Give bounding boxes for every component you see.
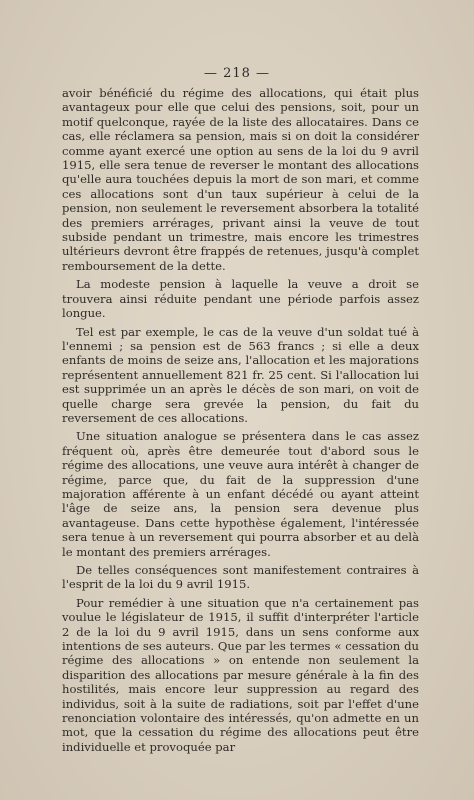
- page-number: — 218 —: [203, 66, 271, 81]
- paragraph-1: avoir bénéficié du régime des allocations, qui était plus avantageux pour elle que celui des pensions, soit, pour un motif quelconque, rayée de la liste des allocataires. Dans ce cas, elle réclamera sa pension, mais si on doit la considérer comme ayant exercé une option au sens de la loi du 9 avril 1915, elle sera tenue de reverser le montant des allocations qu'elle aura touchées depuis la mort de son mari, et comme ces allocations sont d'un taux supérieur à celui de la pension, non seulement le reversement absorbera la totalité des premiers arrérages, privant ainsi la veuve de tout subside pendant un trimestre, mais encore les trimestres ultérieurs devront être frappés de retenues, jusqu'à complet remboursement de la dette.: [62, 86, 419, 273]
- paragraph-2: La modeste pension à laquelle la veuve a droit se trouvera ainsi réduite pendant une période parfois assez longue.: [62, 277, 419, 321]
- paragraph-6: Pour remédier à une situation que n'a certainement pas voulue le législateur de 1915, il suffit d'interpréter l'article 2 de la loi du 9 avril 1915, dans un sens conforme aux intentions de ses auteurs. Que par les termes « cessation du régime des allocations » on entende non seulement la disparition des allocations par mesure générale à la fin des hostilités, mais encore leur suppression au regard des individus, soit à la suite de radiations, soit par l'effet d'une renonciation volontaire des intéressés, qu'on admette en un mot, que la cessation du régime des allocations peut être individuelle et provoquée par: [62, 595, 419, 754]
- paragraph-3: Tel est par exemple, le cas de la veuve d'un soldat tué à l'ennemi ; sa pension est de 563 francs ; si elle a deux enfants de moins de seize ans, l'allocation et les majorations représentent annuellement 821 fr. 25 cent. Si l'allocation lui est supprimée un an après le décès de son mari, on voit de quelle charge sera grevée la pension, du fait du reversement de ces allocations.: [62, 324, 419, 425]
- body-text: [62, 86, 419, 758]
- paragraph-5: De telles conséquences sont manifestement contraires à l'esprit de la loi du 9 avril 1915.: [62, 563, 419, 592]
- paragraph-4: Une situation analogue se présentera dans le cas assez fréquent où, après être demeurée tout d'abord sous le régime des allocations, une veuve aura intérêt à changer de régime, parce que, du fait de la suppression d'une majoration afférente à un enfant décédé ou ayant atteint l'âge de seize ans, la pension sera devenue plus avantageuse. Dans cette hypothèse également, l'intéressée sera tenue à un reversement qui pourra absorber et au delà le montant des premiers arrérages.: [62, 429, 419, 559]
